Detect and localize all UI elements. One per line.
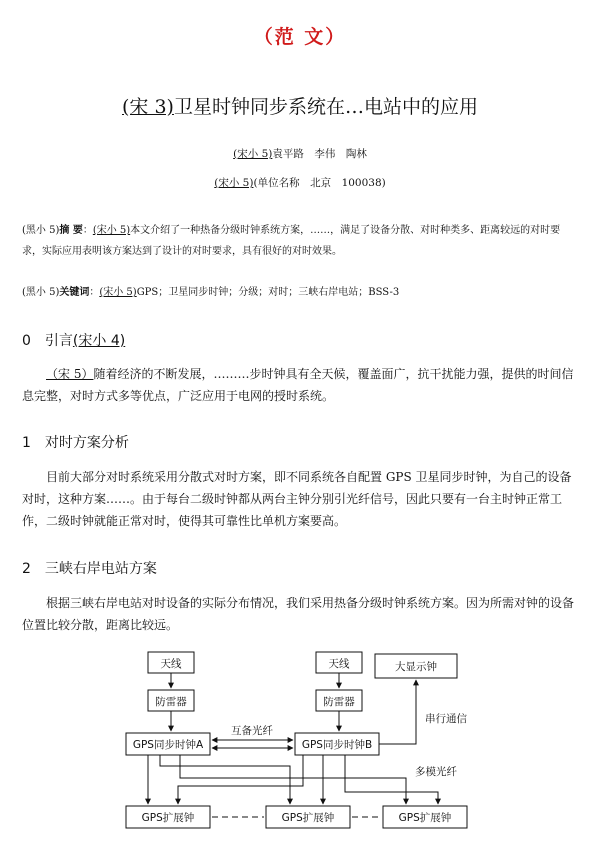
ext-clock-3-label: GPS扩展钟 (398, 812, 452, 824)
section-title: 三峡右岸电站方案 (44, 561, 157, 577)
authors-names: 袁平路 李伟 陶林 (272, 148, 367, 160)
keywords-colon: ： (89, 287, 100, 298)
plan-paragraph: 根据三峡右岸电站对时设备的实际分布情况，我们采用热备分级时钟系统方案。因为所需对钟的设备位置比较分散，距离比较远。 (22, 596, 575, 632)
ext-clock-2-label: GPS扩展钟 (281, 812, 335, 824)
title-text: 卫星时钟同步系统在…电站中的应用 (173, 96, 478, 118)
affiliation-font-note: (宋小 5) (214, 177, 254, 189)
section-number: 1 (22, 435, 31, 451)
keywords-label: 关键词 (59, 287, 90, 298)
multimode-fiber-label: 多模光纤 (415, 766, 457, 778)
section-font-note: (宋小 4) (72, 333, 126, 349)
intro-font-note: （宋 5） (46, 367, 94, 381)
ext-clock-1-label: GPS扩展钟 (141, 812, 195, 824)
intro-text: 随着经济的不断发展，………步时钟具有全天候，覆盖面广，抗干扰能力强，提供的时间信息完整，对时方式多等优点，广泛应用于电网的授时系统。 (22, 367, 574, 403)
backup-fiber-label: 互备光纤 (231, 725, 273, 737)
section-title: 引言 (44, 333, 73, 349)
abstract-colon: ： (82, 225, 93, 236)
antenna-b-label: 天线 (328, 658, 350, 670)
keywords-body: GPS；卫星同步时钟；分级；对时；三峡右岸电站；BSS-3 (136, 287, 400, 298)
section-number: 0 (22, 333, 31, 349)
analysis-paragraph: 目前大部分对时系统采用分散式对时方案，即不同系统各自配置 GPS 卫星同步时钟，为自己的设备对时，这种方案……。由于每台二级时钟都从两台主钟分别引光纤信号，因此只要有一台主时钟正常工作，二级时钟就能正常对时，使得其可靠性比单机方案要高。 (22, 470, 572, 528)
sample-banner: （范 文） (253, 26, 347, 48)
serial-comm-label: 串行通信 (425, 713, 467, 725)
title-font-note: (宋 3) (122, 96, 174, 118)
clock-a-label: GPS同步时钟A (132, 739, 204, 751)
abstract-font-note: (黑小 5) (22, 225, 60, 236)
section-title: 对时方案分析 (44, 435, 129, 451)
clock-b-label: GPS同步时钟B (301, 739, 373, 751)
arrester-a-label: 防雷器 (155, 696, 187, 708)
affiliation-text: (单位名称 北京 100038) (253, 177, 386, 189)
abstract-label: 摘 要 (59, 225, 83, 236)
abstract-body-font-note: (宋小 5) (92, 225, 131, 236)
arrester-b-label: 防雷器 (323, 696, 355, 708)
authors-font-note: (宋小 5) (233, 148, 273, 160)
big-display-label: 大显示钟 (395, 661, 437, 673)
section-number: 2 (22, 561, 31, 577)
keywords-font-note: (黑小 5) (22, 287, 60, 298)
keywords-body-font-note: (宋小 5) (99, 287, 137, 298)
abstract-body: 本文介绍了一种热备分级时钟系统方案，……，满足了设备分散、对时种类多、距离较远的对时要求，实际应用表明该方案达到了设计的对时要求，具有很好的对时效果。 (22, 225, 561, 257)
antenna-a-label: 天线 (160, 658, 182, 670)
